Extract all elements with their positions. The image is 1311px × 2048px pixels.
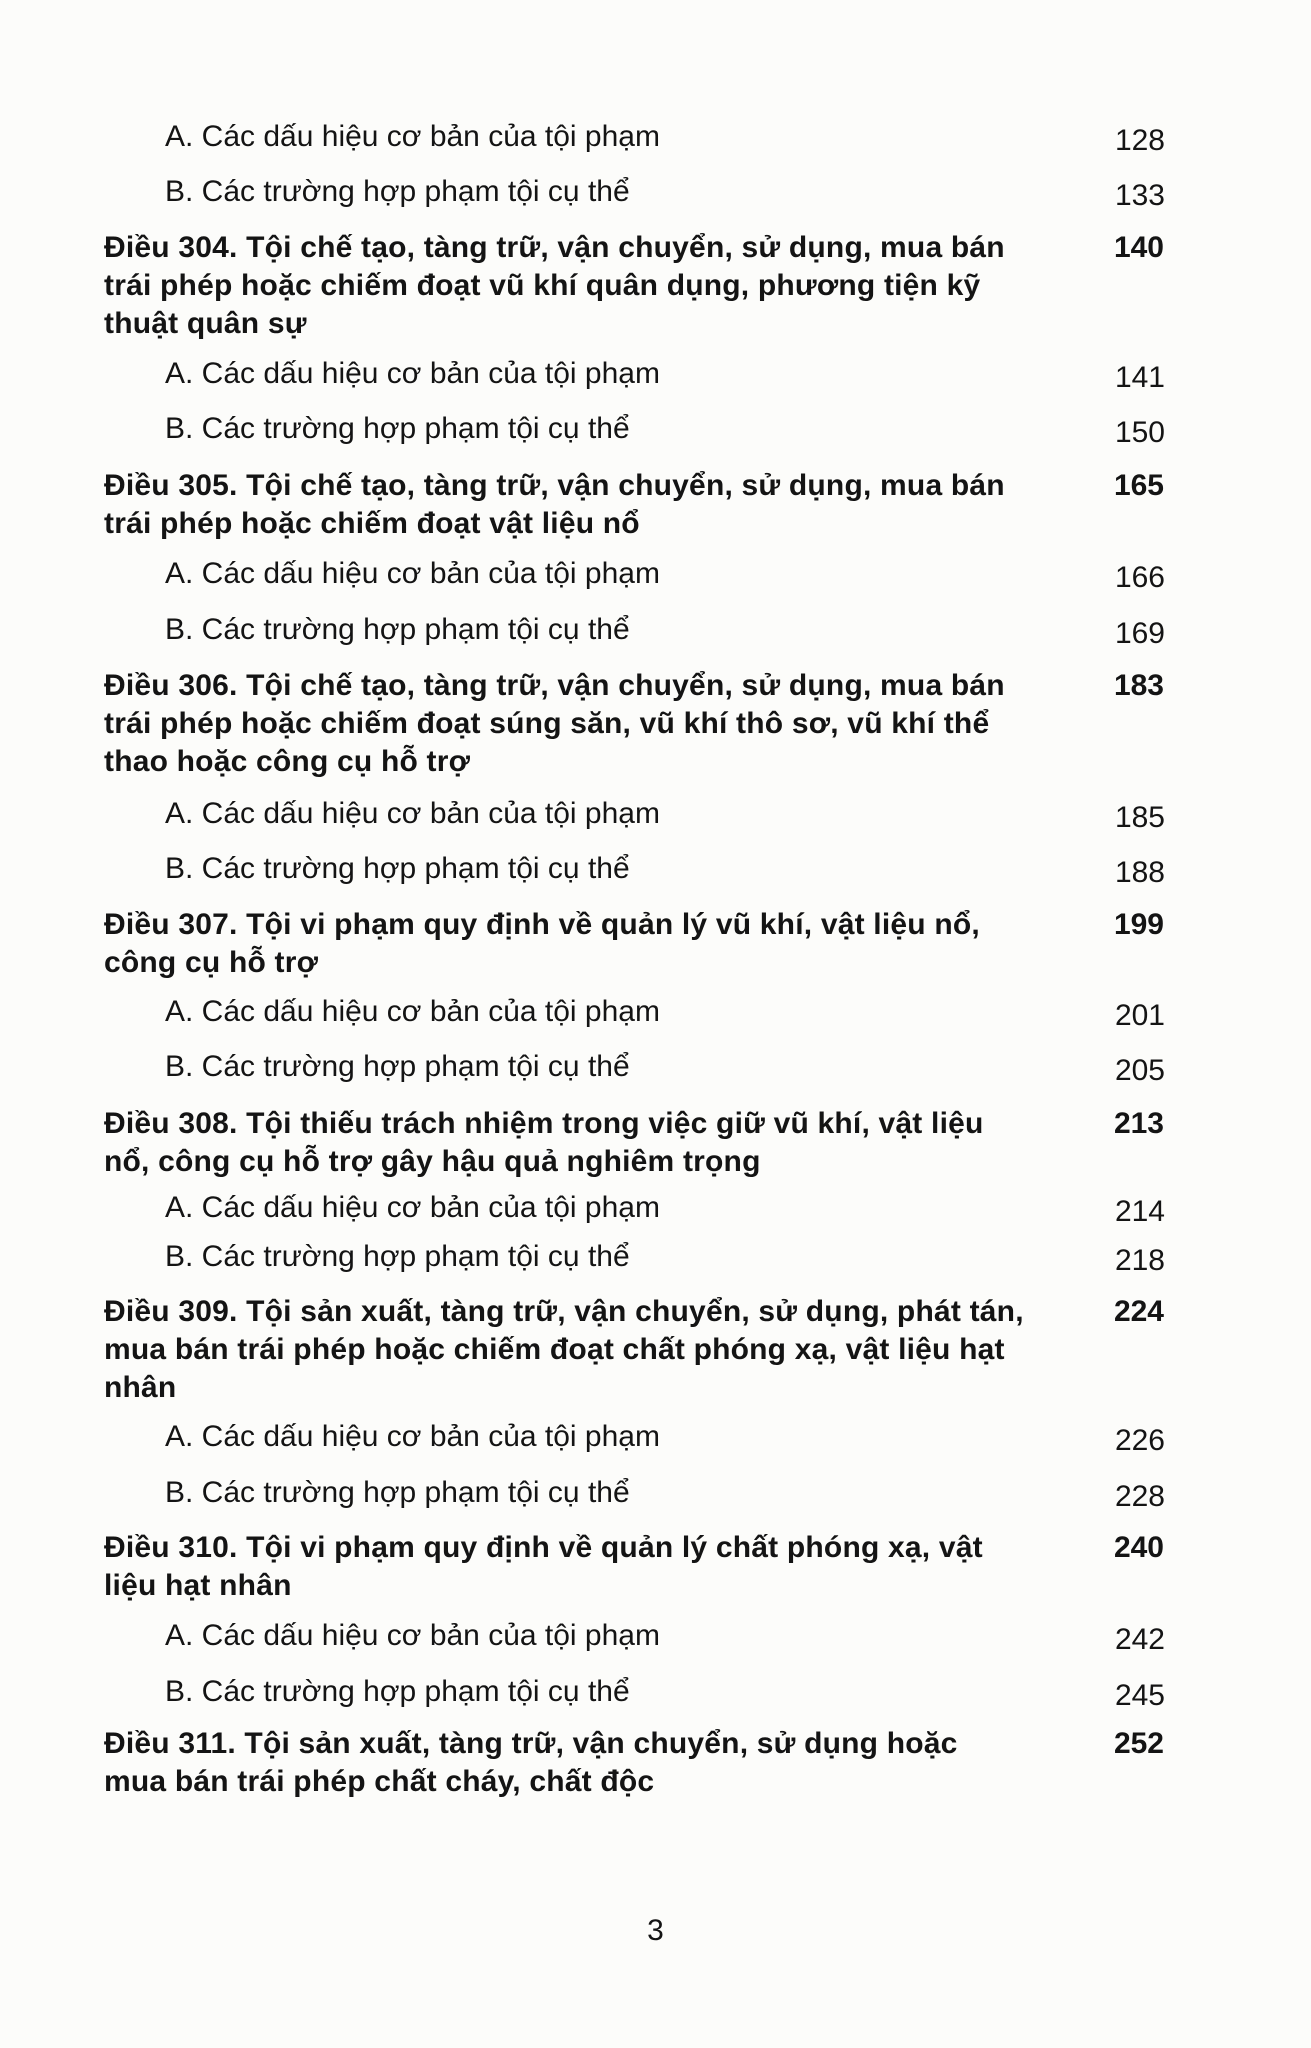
toc-page-number: 169: [1114, 617, 1165, 650]
toc-sub-entry: [165, 410, 1165, 448]
toc-sub-label: A. Các dấu hiệu cơ bản của tội phạm: [165, 797, 660, 830]
toc-sub-label: A. Các dấu hiệu cơ bản của tội phạm: [165, 995, 660, 1028]
toc-page-number: 240: [1113, 1531, 1164, 1564]
toc-article-title: Điều 307. Tội vi phạm quy định về quản lý vũ khí, vật liệu nổ, công cụ hỗ trợ: [104, 908, 980, 979]
toc-article-entry: [104, 1293, 1164, 1407]
toc-sub-entry: [165, 355, 1165, 393]
toc-sub-entry: [165, 850, 1165, 888]
toc-sub-entry: [165, 1617, 1165, 1655]
toc-article-entry: [104, 667, 1164, 781]
toc-sub-entry: [165, 1189, 1165, 1227]
toc-sub-label: A. Các dấu hiệu cơ bản của tội phạm: [165, 120, 660, 153]
toc-sub-entry: [165, 1673, 1165, 1711]
toc-sub-label: B. Các trường hợp phạm tội cụ thể: [165, 1476, 630, 1509]
toc-sub-label: B. Các trường hợp phạm tội cụ thể: [165, 1050, 630, 1083]
toc-page-number: 226: [1114, 1424, 1165, 1457]
toc-page-number: 165: [1113, 469, 1164, 502]
toc-page-number: 224: [1113, 1295, 1164, 1328]
toc-sub-label: A. Các dấu hiệu cơ bản của tội phạm: [165, 1191, 660, 1224]
toc-article-title: Điều 310. Tội vi phạm quy định về quản lý chất phóng xạ, vật liệu hạt nhân: [104, 1531, 983, 1602]
toc-article-title: Điều 309. Tội sản xuất, tàng trữ, vận chuyển, sử dụng, phát tán, mua bán trái phép hoặc chiếm đoạt chất phóng xạ, vật liệu hạt nhân: [104, 1295, 1024, 1404]
toc-sub-entry: [165, 1418, 1165, 1456]
toc-sub-entry: [165, 993, 1165, 1031]
toc-sub-label: B. Các trường hợp phạm tội cụ thể: [165, 1240, 630, 1273]
toc-sub-label: B. Các trường hợp phạm tội cụ thể: [165, 613, 630, 646]
toc-page-number: 214: [1114, 1195, 1165, 1228]
page-number: 3: [647, 1914, 664, 1947]
toc-article-title: Điều 304. Tội chế tạo, tàng trữ, vận chuyển, sử dụng, mua bán trái phép hoặc chiếm đoạt vũ khí quân dụng, phương tiện kỹ thuật quân sự: [104, 231, 1005, 340]
toc-sub-entry: [165, 1048, 1165, 1086]
toc-sub-label: A. Các dấu hiệu cơ bản của tội phạm: [165, 1619, 660, 1652]
toc-sub-entry: [165, 118, 1165, 156]
toc-sub-entry: [165, 555, 1165, 593]
toc-sub-label: A. Các dấu hiệu cơ bản của tội phạm: [165, 357, 660, 390]
toc-page-number: 228: [1114, 1480, 1165, 1513]
toc-sub-label: B. Các trường hợp phạm tội cụ thể: [165, 412, 630, 445]
toc-sub-entry: [165, 795, 1165, 833]
toc-sub-entry: [165, 1474, 1165, 1512]
toc-sub-entry: [165, 173, 1165, 211]
toc-sub-label: A. Các dấu hiệu cơ bản của tội phạm: [165, 1420, 660, 1453]
toc-article-entry: [104, 229, 1164, 343]
toc-page-number: 183: [1113, 669, 1164, 702]
toc-article-entry: [104, 1105, 1164, 1181]
toc-article-title: Điều 311. Tội sản xuất, tàng trữ, vận chuyển, sử dụng hoặc mua bán trái phép chất cháy, chất độc: [104, 1727, 958, 1798]
toc-article-entry: [104, 1725, 1164, 1801]
toc-article-title: Điều 308. Tội thiếu trách nhiệm trong việc giữ vũ khí, vật liệu nổ, công cụ hỗ trợ gây hậu quả nghiêm trọng: [104, 1107, 984, 1178]
toc-sub-entry: [165, 611, 1165, 649]
toc-page-number: 166: [1114, 561, 1165, 594]
toc-page-number: 185: [1114, 801, 1165, 834]
toc-page-number: 199: [1113, 908, 1164, 941]
toc-page-number: 205: [1114, 1054, 1165, 1087]
toc-page-number: 213: [1113, 1107, 1164, 1140]
toc-article-entry: [104, 906, 1164, 982]
toc-sub-entry: [165, 1238, 1165, 1276]
toc-page-number: 133: [1114, 179, 1165, 212]
toc-sub-label: B. Các trường hợp phạm tội cụ thể: [165, 1675, 630, 1708]
toc-page-number: 141: [1114, 361, 1165, 394]
toc-article-entry: [104, 1529, 1164, 1605]
toc-page-number: 201: [1114, 999, 1165, 1032]
toc-article-title: Điều 305. Tội chế tạo, tàng trữ, vận chuyển, sử dụng, mua bán trái phép hoặc chiếm đoạt vật liệu nổ: [104, 469, 1005, 540]
toc-article-title: Điều 306. Tội chế tạo, tàng trữ, vận chuyển, sử dụng, mua bán trái phép hoặc chiếm đoạt súng săn, vũ khí thô sơ, vũ khí thể thao hoặc công cụ hỗ trợ: [104, 669, 1005, 778]
toc-sub-label: B. Các trường hợp phạm tội cụ thể: [165, 852, 630, 885]
toc-page-number: 128: [1114, 124, 1165, 157]
toc-page-number: 245: [1114, 1679, 1165, 1712]
toc-sub-label: B. Các trường hợp phạm tội cụ thể: [165, 175, 630, 208]
toc-page-number: 150: [1114, 416, 1165, 449]
toc-page-number: 252: [1113, 1727, 1164, 1760]
toc-page-number: 140: [1113, 231, 1164, 264]
toc-sub-label: A. Các dấu hiệu cơ bản của tội phạm: [165, 557, 660, 590]
toc-page-number: 218: [1114, 1244, 1165, 1277]
toc-page-number: 188: [1114, 856, 1165, 889]
toc-page-number: 242: [1114, 1623, 1165, 1656]
toc-article-entry: [104, 467, 1164, 543]
